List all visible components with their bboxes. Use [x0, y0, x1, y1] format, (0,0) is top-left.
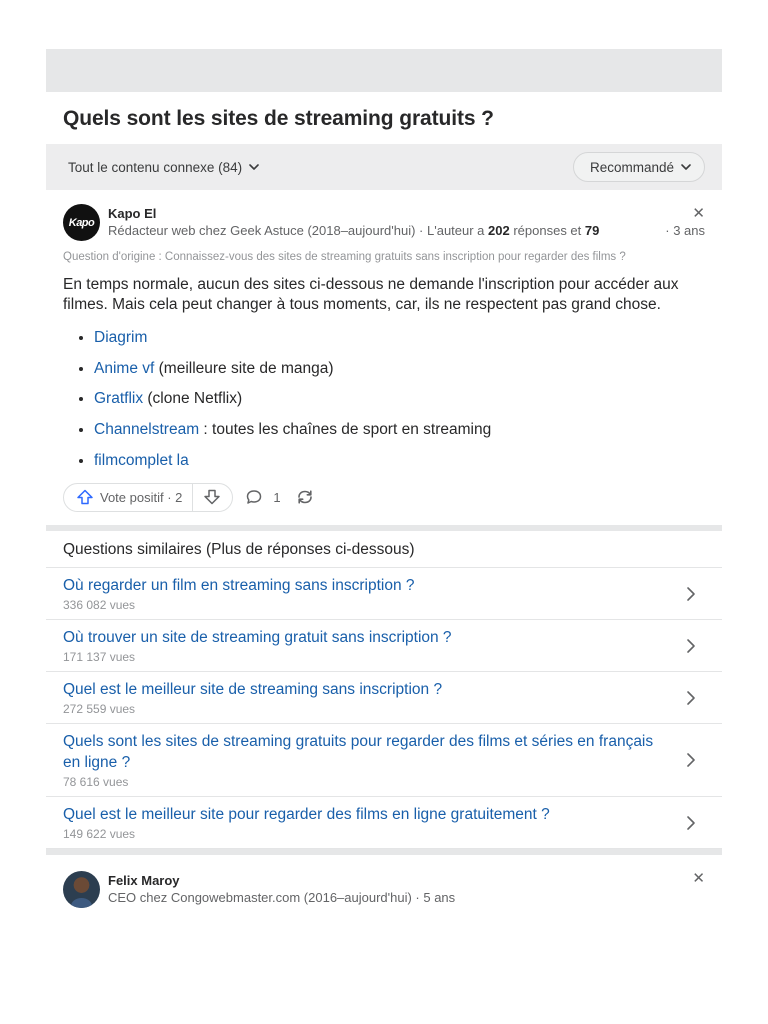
answer-age: · 3 ans: [665, 223, 705, 238]
answer-text: En temps normale, aucun des sites ci-dessous ne demande l'inscription pour accéder aux filmes. Mais cela peut changer à tous moments, car, ils ne respectent pas grand chose.: [63, 276, 679, 313]
answer-kapo: [46, 190, 722, 513]
original-question[interactable]: Question d'origine : Connaissez-vous des sites de streaming gratuits sans inscription pour regarder des films ?: [63, 251, 626, 263]
upvote-label: Vote positif · 2: [100, 489, 183, 505]
credential-text: [108, 222, 661, 240]
list-item: [94, 451, 705, 471]
related-content-filter[interactable]: [68, 160, 260, 175]
comment-count: 1: [273, 489, 281, 505]
similar-question-link[interactable]: Où trouver un site de streaming gratuit sans inscription ?: [63, 629, 452, 647]
answer-felix: [46, 855, 722, 921]
share-reshare-icon: [295, 488, 315, 506]
upvote-button[interactable]: [64, 484, 192, 511]
sort-dropdown[interactable]: [573, 152, 705, 182]
similar-question-link[interactable]: Quel est le meilleur site pour regarder des films en ligne gratuitement ?: [63, 806, 550, 824]
answer-count: 202: [488, 223, 510, 238]
similar-question-link[interactable]: Quel est le meilleur site de streaming sans inscription ?: [63, 681, 443, 699]
credential-prefix: Rédacteur web chez Geek Astuce (2018–aujourd'hui) · L'auteur a: [108, 223, 489, 238]
chevron-down-icon: [248, 161, 260, 173]
similar-questions: [46, 531, 722, 849]
view-count: 149 622 vues: [63, 827, 136, 842]
list-item: [94, 359, 705, 379]
author-row: [63, 871, 705, 908]
site-list: [94, 328, 705, 471]
comment-button[interactable]: [245, 488, 280, 506]
list-item[interactable]: [46, 568, 722, 620]
similar-question-link[interactable]: Où regarder un film en streaming sans inscription ?: [63, 577, 415, 595]
share-button[interactable]: [295, 488, 315, 506]
list-item: [94, 420, 705, 440]
question-card: [46, 49, 722, 921]
site-link[interactable]: Gratflix: [94, 390, 144, 408]
downvote-arrow-icon: [203, 488, 221, 506]
author-name[interactable]: Felix Maroy: [108, 873, 180, 889]
list-item[interactable]: [46, 620, 722, 672]
site-note: : toutes les chaînes de sport en streaming: [199, 421, 492, 439]
page-title: Quels sont les sites de streaming gratuits ?: [63, 107, 494, 130]
list-item[interactable]: [46, 672, 722, 724]
avatar[interactable]: [63, 871, 100, 908]
author-credential: [108, 889, 705, 907]
list-item: [94, 328, 705, 348]
upvote-arrow-icon: [76, 488, 94, 506]
view-count: 78 616 vues: [63, 775, 129, 790]
site-link[interactable]: Diagrim: [94, 329, 148, 346]
site-link[interactable]: Channelstream: [94, 421, 200, 439]
site-link[interactable]: filmcomplet la: [94, 451, 189, 469]
filter-bar: [46, 144, 722, 190]
top-banner-placeholder: [46, 49, 722, 92]
chevron-right-icon: [682, 689, 700, 707]
answer-actions: [63, 481, 705, 513]
credential-text: CEO chez Congowebmaster.com (2016–aujourd'hui) · 5 ans: [108, 890, 456, 906]
chevron-down-icon: [680, 161, 692, 173]
list-item: [94, 389, 705, 409]
author-name[interactable]: Kapo El: [108, 206, 157, 221]
author-meta: [108, 871, 705, 907]
credential-mid: réponses et: [509, 223, 585, 238]
list-item[interactable]: [46, 797, 722, 849]
author-credential: [108, 222, 705, 240]
view-count: 272 559 vues: [63, 702, 136, 717]
similar-question-link[interactable]: Quels sont les sites de streaming gratuits pour regarder des films et séries en français en ligne ?: [63, 733, 654, 772]
close-icon[interactable]: ✕: [692, 870, 705, 888]
site-link[interactable]: Anime vf: [94, 359, 155, 377]
chevron-right-icon: [682, 637, 700, 655]
vote-pill: [63, 483, 233, 512]
site-note: (meilleure site de manga): [154, 359, 334, 377]
chevron-right-icon: [682, 751, 700, 769]
avatar[interactable]: [63, 204, 100, 241]
related-content-label: Tout le contenu connexe (84): [68, 159, 243, 175]
similar-questions-heading: Questions similaires (Plus de réponses ci-dessous): [46, 531, 722, 568]
chevron-right-icon: [682, 585, 700, 603]
close-icon[interactable]: ✕: [692, 205, 705, 222]
site-note: (clone Netflix): [143, 390, 243, 408]
sort-label: Recommandé: [589, 159, 674, 175]
author-row: [63, 204, 705, 241]
view-count: 79: [584, 223, 600, 238]
downvote-button[interactable]: [192, 484, 232, 511]
chevron-right-icon: [682, 814, 700, 832]
author-meta: [108, 204, 705, 240]
view-count: 336 082 vues: [63, 598, 136, 613]
comment-icon: [245, 488, 263, 506]
avatar-logo-text: Kapo: [68, 216, 95, 229]
view-count: 171 137 vues: [63, 650, 136, 665]
list-item[interactable]: [46, 724, 722, 797]
